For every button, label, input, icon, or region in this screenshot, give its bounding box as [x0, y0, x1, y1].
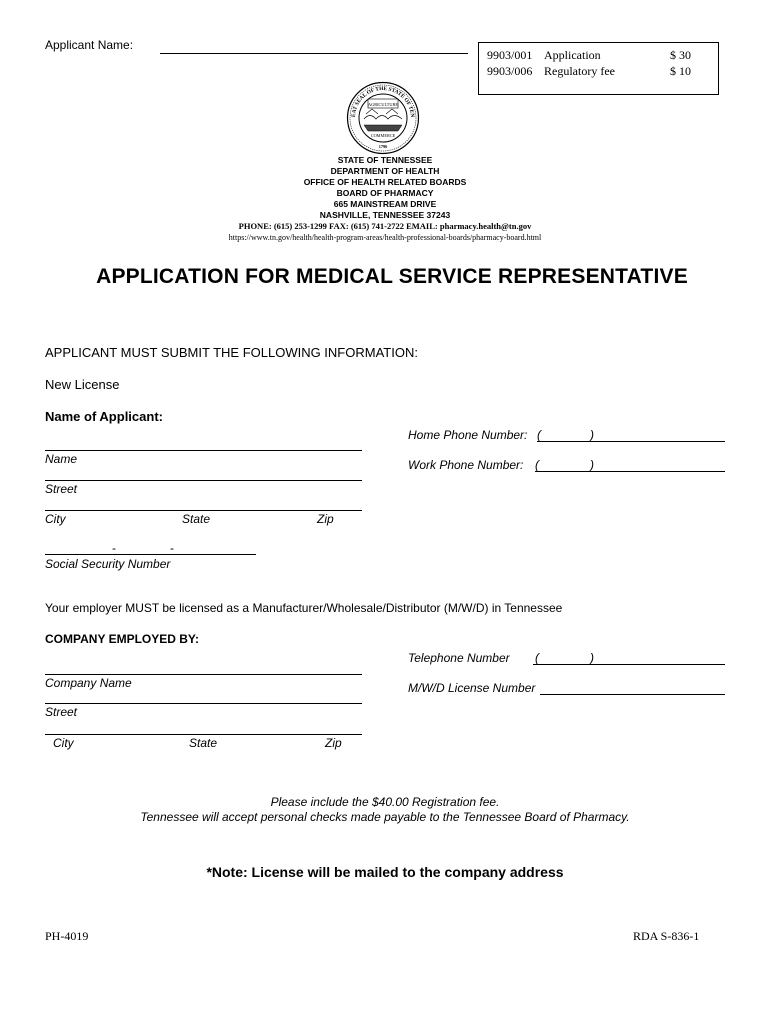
- company-section-title: COMPANY EMPLOYED BY:: [45, 632, 200, 646]
- applicant-city-state-zip-line[interactable]: [45, 510, 362, 511]
- work-phone-paren-close: ): [590, 458, 594, 472]
- tennessee-state-seal-icon: [346, 81, 420, 155]
- fee-amount: $ 10: [670, 64, 691, 78]
- applicant-name-line[interactable]: [45, 450, 362, 451]
- telephone-field[interactable]: [533, 664, 725, 665]
- company-state-label: State: [189, 736, 218, 750]
- work-phone-label: Work Phone Number:: [408, 458, 524, 472]
- home-phone-paren-close: ): [590, 428, 594, 442]
- city-label: City: [45, 512, 66, 526]
- home-phone-field[interactable]: [537, 441, 725, 442]
- header-board: BOARD OF PHARMACY: [336, 188, 434, 198]
- fee-box: [478, 42, 719, 95]
- fee-description: Application: [544, 48, 601, 62]
- fee-code: 9903/006: [487, 64, 533, 78]
- ssn-field[interactable]: [45, 554, 256, 555]
- seal-text: EAT SEAL OF THE STATE OF TEN: [350, 85, 416, 118]
- home-phone-label: Home Phone Number:: [408, 428, 528, 442]
- telephone-paren-open: (: [535, 651, 539, 665]
- license-number-field[interactable]: [540, 694, 725, 695]
- fee-code: 9903/001: [487, 48, 533, 62]
- instructions: APPLICANT MUST SUBMIT THE FOLLOWING INFORMATION:: [45, 345, 418, 360]
- rda-number: RDA S-836-1: [633, 929, 700, 943]
- employer-note: Your employer MUST be licensed as a Manufacturer/Wholesale/Distributor (M/W/D) in Tennessee: [45, 601, 563, 615]
- home-phone-paren-open: (: [537, 428, 541, 442]
- company-city-label: City: [53, 736, 74, 750]
- svg-text:THE GREAT SEAL OF THE STATE OF: [346, 81, 415, 118]
- company-city-state-zip-line[interactable]: [45, 734, 362, 735]
- ssn-dash: -: [170, 541, 174, 555]
- header-contact: PHONE: (615) 253-1299 FAX: (615) 741-2722 EMAIL: pharmacy.health@tn.gov: [238, 221, 532, 231]
- form-number: PH-4019: [45, 929, 89, 943]
- fee-amount: $ 30: [670, 48, 691, 62]
- applicant-section-title: Name of Applicant:: [45, 409, 163, 424]
- header-street: 665 MAINSTREAM DRIVE: [333, 199, 437, 209]
- work-phone-paren-open: (: [535, 458, 539, 472]
- applicant-street-line[interactable]: [45, 480, 362, 481]
- company-street-label: Street: [45, 705, 78, 719]
- company-name-line[interactable]: [45, 674, 362, 675]
- license-number-label: M/W/D License Number: [408, 681, 536, 695]
- applicant-name-field[interactable]: [160, 53, 468, 54]
- name-label: Name: [45, 452, 78, 466]
- header-office: OFFICE OF HEALTH RELATED BOARDS: [303, 177, 467, 187]
- ssn-label: Social Security Number: [45, 557, 171, 571]
- state-label: State: [182, 512, 211, 526]
- zip-label: Zip: [317, 512, 334, 526]
- seal-agriculture: AGRICULTURE: [368, 102, 398, 107]
- fee-description: Regulatory fee: [544, 64, 615, 78]
- fee-row: [487, 64, 712, 80]
- applicant-name-label: Applicant Name:: [45, 38, 134, 52]
- fee-note: Please include the $40.00 Registration fee.: [270, 795, 500, 809]
- company-name-label: Company Name: [45, 676, 132, 690]
- street-label: Street: [45, 482, 78, 496]
- telephone-label: Telephone Number: [408, 651, 510, 665]
- company-street-line[interactable]: [45, 703, 362, 704]
- seal-commerce: COMMERCE: [370, 133, 396, 138]
- work-phone-field[interactable]: [535, 471, 725, 472]
- license-type: New License: [45, 377, 120, 392]
- fee-row: [487, 48, 712, 64]
- check-note: Tennessee will accept personal checks made payable to the Tennessee Board of Pharmacy.: [140, 810, 630, 824]
- header-city: NASHVILLE, TENNESSEE 37243: [319, 210, 451, 220]
- header-department: DEPARTMENT OF HEALTH: [330, 166, 440, 176]
- company-zip-label: Zip: [325, 736, 342, 750]
- header-state: STATE OF TENNESSEE: [337, 155, 433, 165]
- telephone-paren-close: ): [590, 651, 594, 665]
- seal-year: 1796: [378, 144, 388, 149]
- mail-note: *Note: License will be mailed to the company address: [206, 864, 564, 880]
- page-title: APPLICATION FOR MEDICAL SERVICE REPRESENTATIVE: [96, 265, 688, 288]
- ssn-dash: -: [112, 541, 116, 555]
- header-url[interactable]: https://www.tn.gov/health/health-program-areas/health-professional-boards/pharmacy-board.html: [228, 233, 542, 242]
